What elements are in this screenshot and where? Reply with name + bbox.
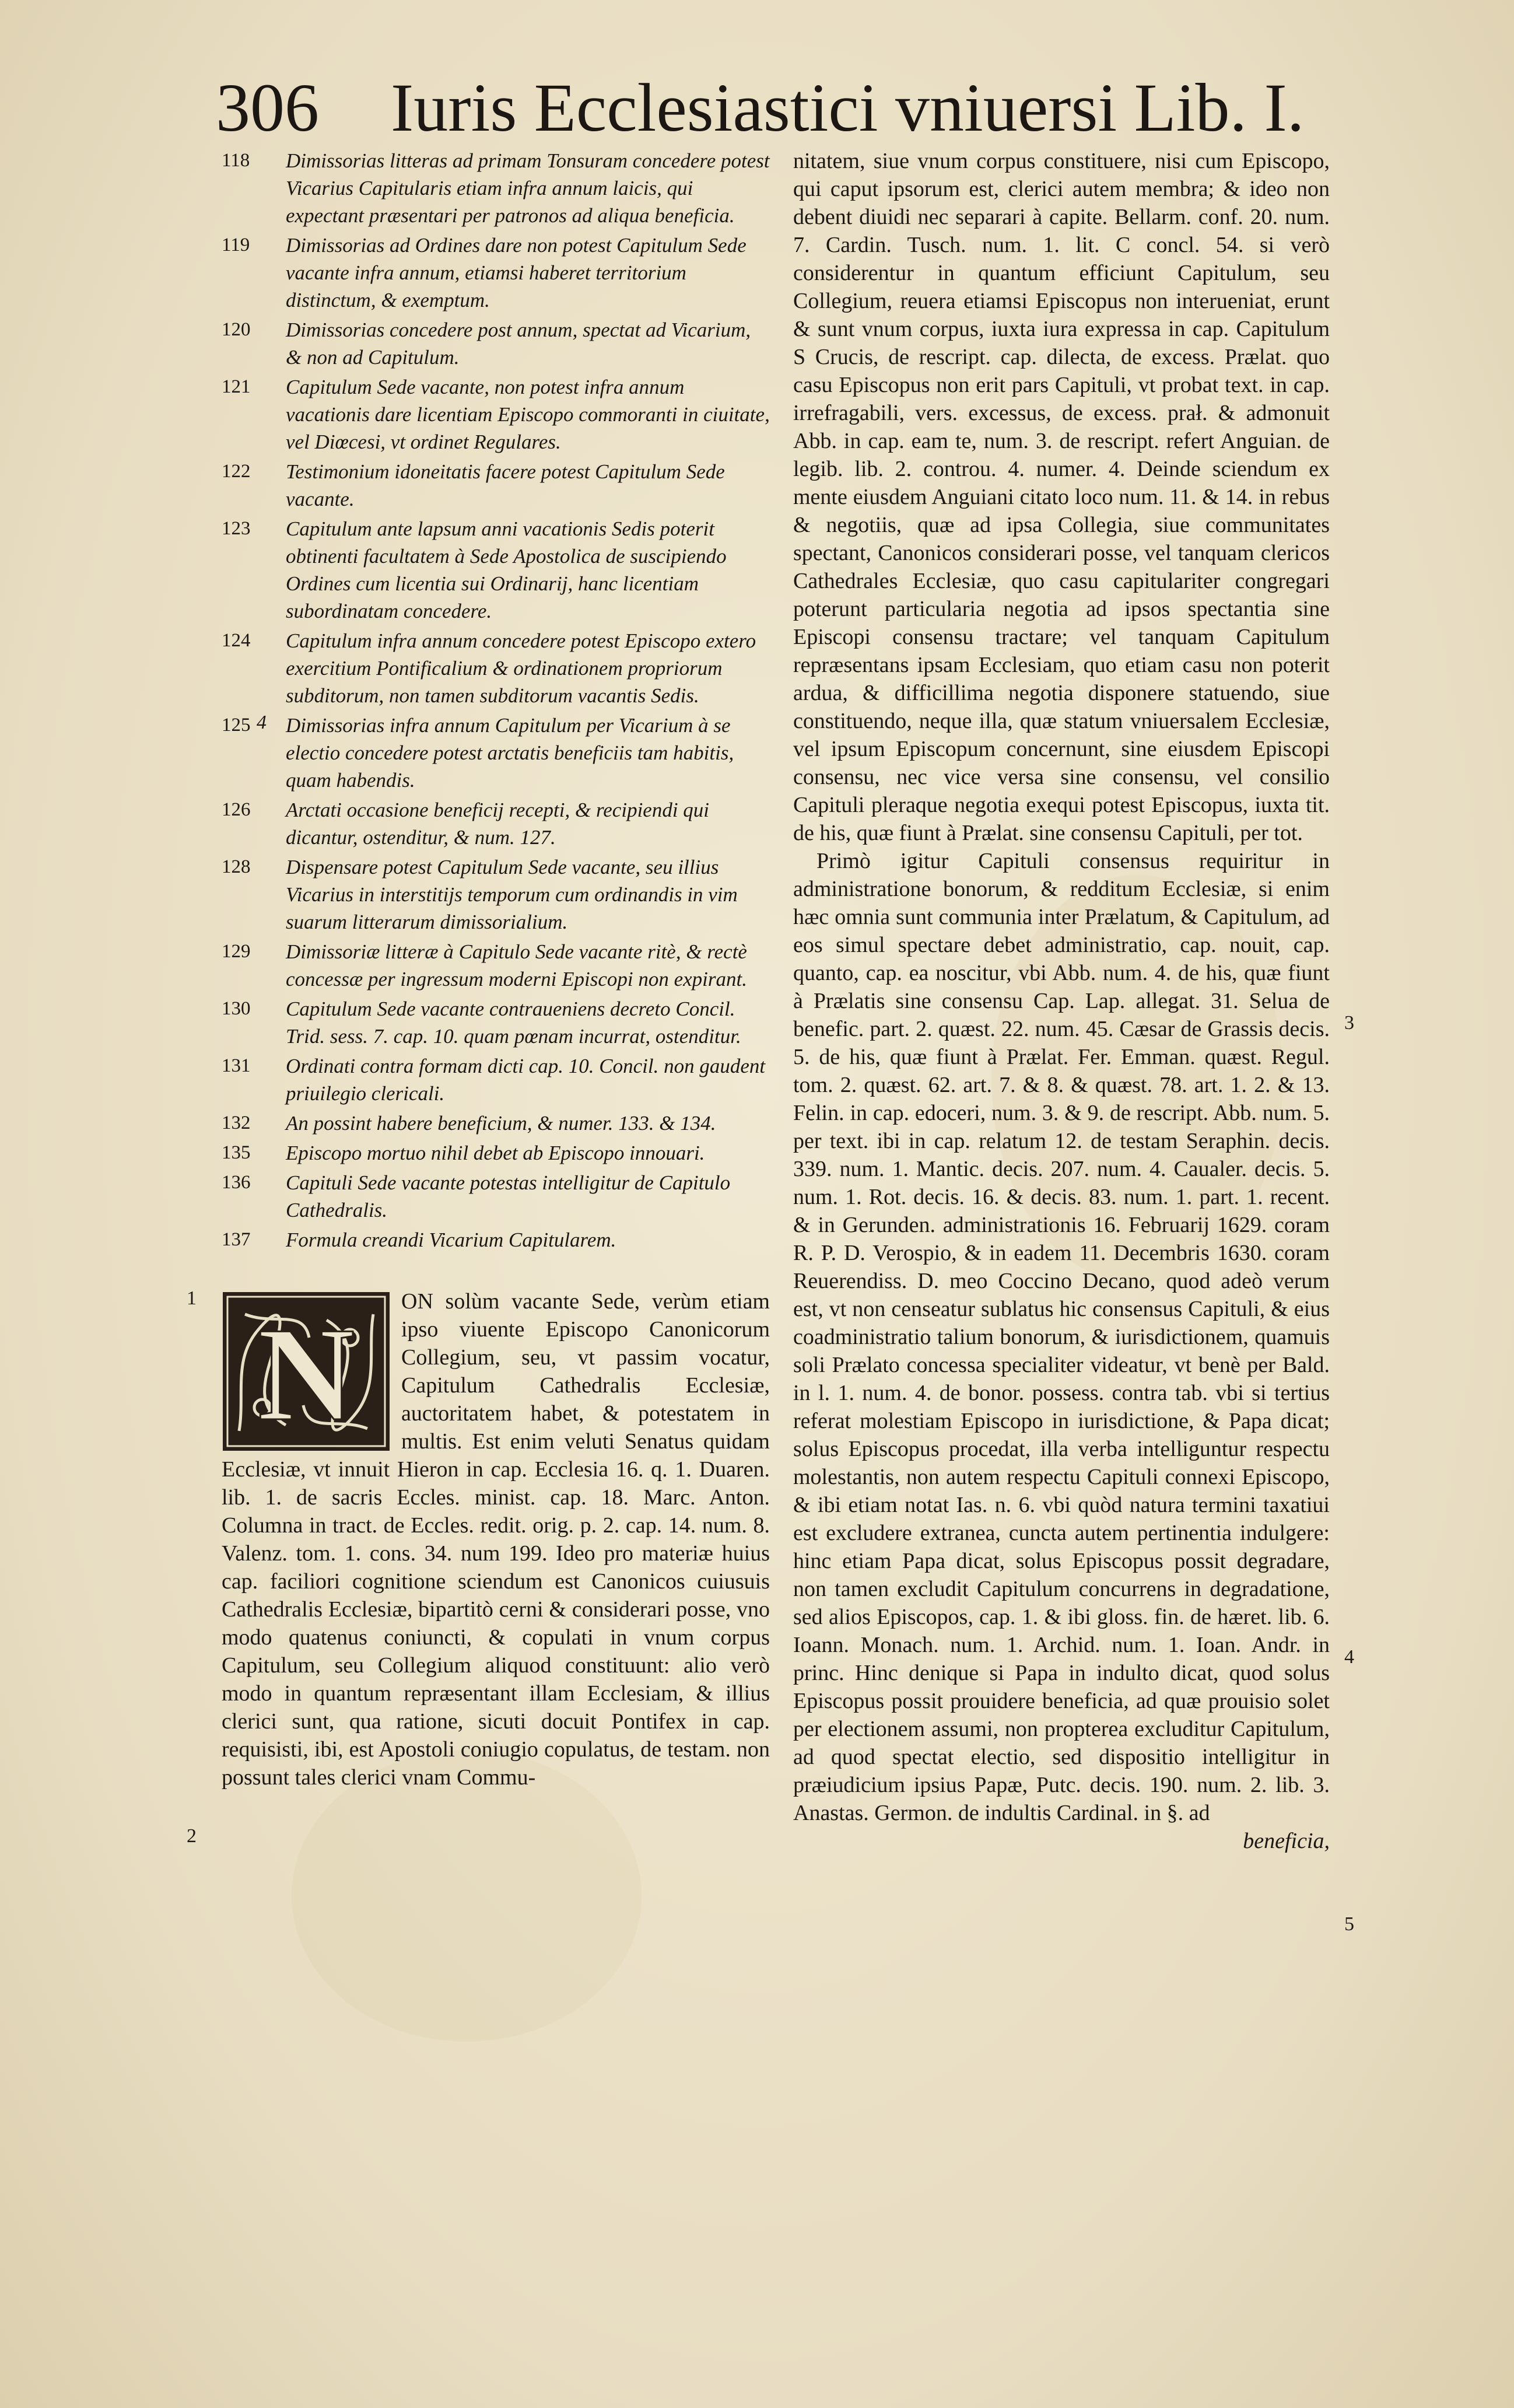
summary-item (222, 147, 770, 229)
summary-number: 120 (222, 319, 251, 340)
summary-text: Testimonium idoneitatis facere potest Capitulum Sede vacante. (286, 460, 725, 510)
summary-text: Ordinati contra formam dicti cap. 10. Concil. non gaudent priuilegio clericali. (286, 1055, 766, 1105)
summary-item (222, 938, 770, 993)
summary-number: 122 (222, 461, 251, 482)
body-text-left (187, 1287, 770, 1847)
summary-text: Dimissorias infra annum Capitulum per Vicarium à se electio concedere potest arctatis beneficiis tam habitis, quam habendis. (286, 714, 734, 792)
summary-list (222, 147, 770, 1254)
summary-number: 129 (222, 941, 251, 962)
summary-number: 124 (222, 630, 251, 651)
summary-number: 126 (222, 799, 251, 820)
summary-item (222, 1139, 770, 1167)
paper-stain (292, 1750, 642, 2042)
summary-item (222, 1169, 770, 1224)
body-paragraph: ON solùm vacante Sede, verùm etiam ipso viuente Episcopo Canonicorum Collegium, seu, vt passim vocatur, Capitulum Cathedralis Ecclesiæ, auctoritatem habet, & potestatem in multis. Est enim veluti Senatus quidam Ecclesiæ, vt innuit Hieron in cap. Ecclesia 16. q. 1. Duaren. lib. 1. de sacris Eccles. minist. cap. 18. Marc. Anton. Columna in tract. de Eccles. redit. orig. p. 2. cap. 14. num. 8. Valenz. tom. 1. cons. 34. num 199. Ideo pro materiæ huius cap. faciliori cognitione sciendum est Canonicos cuiusuis Cathedralis Ecclesiæ, bipartitò cerni & considerari posse, vno modo quatenus coniuncti, & copulati in vnum corpus Capitulum, seu Collegium aliquod constituunt: alio verò modo in quantum repræsentant illam Ecclesiam, & illius clerici sunt, qua ratione, sicuti docuit Pontifex in cap. requisisti, ibi, est Apostoli coniugio copulatus, de testam. non possunt tales clerici vnam Commu- (222, 1289, 770, 1790)
margin-number: 4 (1344, 1646, 1354, 1668)
summary-item (222, 1226, 770, 1254)
summary-text: Capitulum Sede vacante, non potest infra annum vacationis dare licentiam Episcopo commoranti in ciuitate, vel Diœcesi, vt ordinet Regulares. (286, 376, 770, 453)
summary-number: 136 (222, 1172, 251, 1193)
summary-text: Capitulum infra annum concedere potest Episcopo extero exercitium Pontificalium & ordinationem propriorum subditorum, non tamen subditorum vacantis Sedis. (286, 629, 756, 707)
body-paragraph: nitatem, siue vnum corpus constituere, nisi cum Episcopo, qui caput ipsorum est, clerici autem membra; & ideo non debent diuidi nec separari à capite. Bellarm. conf. 20. num. 7. Cardin. Tusch. num. 1. lit. C concl. 54. si verò considerentur in quantum efficiunt Capitulum, seu Collegium, reuera etiamsi Episcopus non interueniat, erunt & sunt vnum corpus, iuxta iura expressa in cap. Capitulum S Crucis, de rescript. cap. dilecta, de excess. Prælat. quo casu Episcopus non erit pars Capituli, vt probat text. in cap. irrefragabili, vers. excessus, de excess. prał. & admonuit Abb. in cap. eam te, num. 3. de rescript. refert Anguian. de legib. lib. 2. controu. 4. numer. 4. Deinde sciendum ex mente eiusdem Anguiani citato loco num. 11. & 14. in rebus & negotiis, quæ ad ipsa Collegia, siue communitates spectant, Canonicos considerari posse, vel tanquam clericos Cathedrales Ecclesiæ, quo casu capitulariter congregari poterunt particularia negotia ad ipsos spectantia sine Episcopi consensu tractare; vel tanquam Capitulum repræsentans ipsam Ecclesiam, quo etiam casu non poterit ardua, & difficillima negotia disponere statuendo, siue constituendo, neque illa, quæ statum vniuersalem Ecclesiæ, vel ipsum Episcopum concernunt, sine eiusdem Episcopi consensu, nec vice versa sine consensu, vel consilio Capituli pleraque negotia exequi potest Episcopus, iuxta tit. de his, quæ fiunt à Prælat. sine consensu Capituli, per tot. (793, 149, 1330, 845)
summary-number: 131 (222, 1055, 251, 1076)
summary-text: Dimissorias concedere post annum, spectat ad Vicarium, & non ad Capitulum. (286, 318, 751, 369)
page-number: 306 (216, 69, 319, 146)
margin-number: 5 (1344, 1913, 1354, 1935)
summary-text: Dimissorias litteras ad primam Tonsuram concedere potest Vicarius Capitularis etiam infra annum laicis, qui expectant præsentari per patronos ad aliqua beneficia. (286, 149, 770, 227)
margin-number: 3 (1344, 1012, 1354, 1034)
summary-number: 121 (222, 376, 251, 397)
margin-number: 4 (257, 712, 267, 733)
summary-text: Dispensare potest Capitulum Sede vacante, seu illius Vicarius in interstitijs temporum cum ordinandis in vim suarum litterarum dimissorialium. (286, 856, 738, 933)
summary-number: 128 (222, 856, 251, 877)
summary-number: 135 (222, 1142, 251, 1163)
dropcap-ornament-icon (222, 1291, 391, 1452)
running-head (216, 64, 1305, 152)
summary-item (222, 1110, 770, 1137)
summary-text: An possint habere beneficium, & numer. 133. & 134. (286, 1112, 716, 1135)
summary-text: Capitulum Sede vacante contraueniens decreto Concil. Trid. sess. 7. cap. 10. quam pœnam incurrat, ostenditur. (286, 998, 741, 1048)
summary-item (222, 995, 770, 1050)
left-column (187, 147, 770, 1847)
decorated-initial-n (222, 1291, 391, 1452)
summary-number: 123 (222, 518, 251, 539)
summary-item (222, 1052, 770, 1107)
dropcap-letter: N (257, 1300, 355, 1448)
summary-text: Dimissoriæ litteræ à Capitulo Sede vacante ritè, & rectè concessæ per ingressum moderni Episcopi non expirant. (286, 940, 747, 991)
summary-text: Dimissorias ad Ordines dare non potest Capitulum Sede vacante infra annum, etiamsi haberet territorium distinctum, & exemptum. (286, 234, 747, 312)
summary-number: 132 (222, 1112, 251, 1133)
summary-text: Formula creandi Vicarium Capitularem. (286, 1228, 616, 1251)
summary-text: Capituli Sede vacante potestas intelligitur de Capitulo Cathedralis. (286, 1171, 731, 1222)
summary-number: 137 (222, 1229, 251, 1250)
summary-item (222, 458, 770, 513)
running-title: Iuris Ecclesiastici vniuersi Lib. I. (391, 69, 1305, 146)
catchword: beneficia, (1243, 1829, 1330, 1853)
margin-number: 2 (187, 1825, 197, 1847)
summary-text: Episcopo mortuo nihil debet ab Episcopo innouari. (286, 1142, 705, 1164)
summary-item (222, 373, 770, 456)
summary-number: 119 (222, 235, 250, 256)
summary-text: Capitulum ante lapsum anni vacationis Sedis poterit obtinenti facultatem à Sede Apostolica de suscipiendo Ordines cum licentia sui Ordinarij, hanc licentiam subordinatam concedere. (286, 517, 727, 622)
summary-item (222, 316, 770, 371)
summary-text: Arctati occasione beneficij recepti, & recipiendi qui dicantur, ostenditur, & num. 127. (286, 799, 710, 849)
summary-item (222, 712, 770, 794)
summary-number: 118 (222, 150, 250, 171)
right-column (793, 147, 1330, 1855)
summary-item (222, 515, 770, 625)
body-paragraph: Primò igitur Capituli consensus requiritur in administratione bonorum, & redditum Ecclesiæ, si enim hæc omnia sunt communia inter Prælatum, & Capitulum, ad eos simul spectare debet administratio, cap. nouit, cap. quanto, cap. ea noscitur, vbi Abb. num. 4. de his, quæ fiunt à Prælatis sine consensu Cap. Lap. allegat. 31. Selua de benefic. part. 2. quæst. 22. num. 45. Cæsar de Grassis decis. 5. de his, quæ fiunt à Prælat. Fer. Emman. quæst. Regul. tom. 2. quæst. 62. art. 7. & 8. & quæst. 78. art. 1. 2. & 13. Felin. in cap. edoceri, num. 3. & 9. de rescript. Abb. num. 5. per text. ibi in cap. relatum 12. de testam Seraphin. decis. 339. num. 1. Mantic. decis. 207. num. 4. Caualer. decis. 5. num. 1. Rot. decis. 16. & decis. 83. num. 1. part. 1. recent. & in Gerunden. administrationis 16. Februarij 1629. coram R. P. D. Verospio, & in eadem 11. Decembris 1630. coram Reuerendiss. D. meo Coccino Decano, quod adeò verum est, vt non censeatur sublatus hic consensus Capituli, & eius coadministratio talium bonorum, & iurisdictionem, quamuis soli Prælato concessa specialiter videatur, vt benè per Bald. in l. 1. num. 4. de bonor. possess. contra tab. vbi si tertius referat molestiam Episcopo in iurisdictione, & Papa dicat; solus Episcopus procedat, illa verba intelliguntur respectu molestantis, non autem respectu Capituli connexi Episcopo, & ibi etiam notat Ias. n. 6. vbi quòd natura termini taxatiui est excludere extranea, cuncta autem pertinentia indulgere: hinc etiam Papa dicat, solus Episcopus possit degradare, non tamen excludit Capitulum concurrens in degradatione, sed alios Episcopos, cap. 1. & ibi gloss. fin. de hæret. lib. 6. Ioann. Monach. num. 1. Archid. num. 1. Ioan. Andr. in princ. Hinc denique si Papa in indulto dicat, quod solus Episcopus possit prouidere beneficia, ad quæ prouisio solet per electionem assumi, non propterea excluditur Capitulum, ad quod spectat electio, sed dispositio intelligitur in præiudicium ipsius Papæ, Putc. decis. 190. num. 2. lib. 3. Anastas. Germon. de indultis Cardinal. in §. ad (793, 849, 1330, 1825)
summary-item (222, 796, 770, 851)
summary-item (222, 232, 770, 314)
margin-number: 1 (187, 1287, 197, 1309)
summary-number: 125 (222, 715, 251, 736)
summary-number: 130 (222, 998, 251, 1019)
summary-item (222, 853, 770, 936)
